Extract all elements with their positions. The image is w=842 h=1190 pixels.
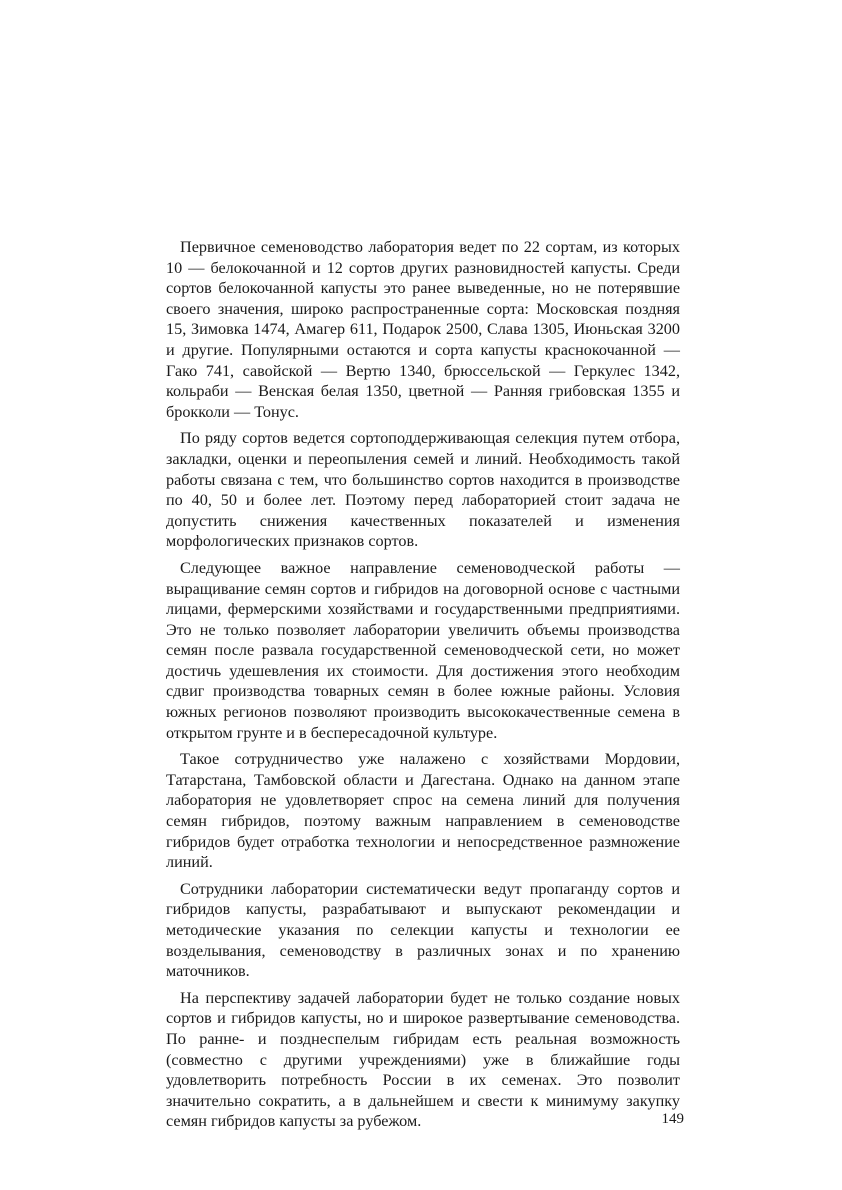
paragraph-future-prospects: На перспективу задачей лаборатории будет не только создание новых сортов и гибридов капусты, но и широкое развертывание семеноводства. По ранне- и позднеспелым гибридам есть реальная возможность (совместно с другими учреждениями) уже в ближайшие годы удовлетворить потребность России в их семенах. Это позволит значительно сократить, а в дальнейшем и свести к минимуму закупку семян гибридов капусты за рубежом. bbox=[166, 988, 680, 1131]
paragraph-primary-seed-production: Первичное семеноводство лаборатория ведет по 22 сортам, из которых 10 — белокочанной и 12 сортов других разновидностей капусты. Среди сортов белокочанной капусты это ранее выведенные, но не потерявшие своего значения, широко распространенные сорта: Московская поздняя 15, Зимовка 1474, Амагер 611, Подарок 2500, Слава 1305, Июньская 3200 и другие. Популярными остаются и сорта капусты краснокочанной — Гако 741, савойской — Вертю 1340, брюссельской — Геркулес 1342, кольраби — Венская белая 1350, цветной — Ранняя грибовская 1355 и брокколи — Тонус. bbox=[166, 238, 680, 421]
paragraph-maintenance-selection: По ряду сортов ведется сортоподдерживающая селекция путем отбора, закладки, оценки и переопыления семей и линий. Необходимость такой работы связана с тем, что большинство сортов находится в производстве по 40, 50 и более лет. Поэтому перед лабораторией стоит задача не допустить снижения качественных показателей и изменения морфологических признаков сортов. bbox=[166, 429, 680, 551]
paragraph-contract-seed-growing: Следующее важное направление семеноводческой работы — выращивание семян сортов и гибридов на договорной основе с частными лицами, фермерскими хозяйствами и государственными предприятиями. Это не только позволяет лаборатории увеличить объемы производства семян после развала государственной семеноводческой сети, но может достичь удешевления их стоимости. Для достижения этого необходим сдвиг производства товарных семян в более южные районы. Условия южных регионов позволяют производить высококачественные семена в открытом грунте и в беспересадочной культуре. bbox=[166, 558, 680, 742]
page-body bbox=[166, 237, 680, 1138]
paragraph-regional-cooperation: Такое сотрудничество уже налажено с хозяйствами Мордовии, Татарстана, Тамбовской области и Дагестана. Однако на данном этапе лаборатория не удовлетворяет спрос на семена линий для получения семян гибридов, поэтому важным направлением в семеноводстве гибридов будет отработка технологии и непосредственное размножение линий. bbox=[166, 750, 680, 872]
paragraph-staff-outreach: Сотрудники лаборатории систематически ведут пропаганду сортов и гибридов капусты, разрабатывают и выпускают рекомендации и методические указания по селекции капусты и технологии ее возделывания, семеноводству в различных зонах и по хранению маточников. bbox=[166, 879, 680, 981]
page-number: 149 bbox=[661, 1111, 684, 1127]
